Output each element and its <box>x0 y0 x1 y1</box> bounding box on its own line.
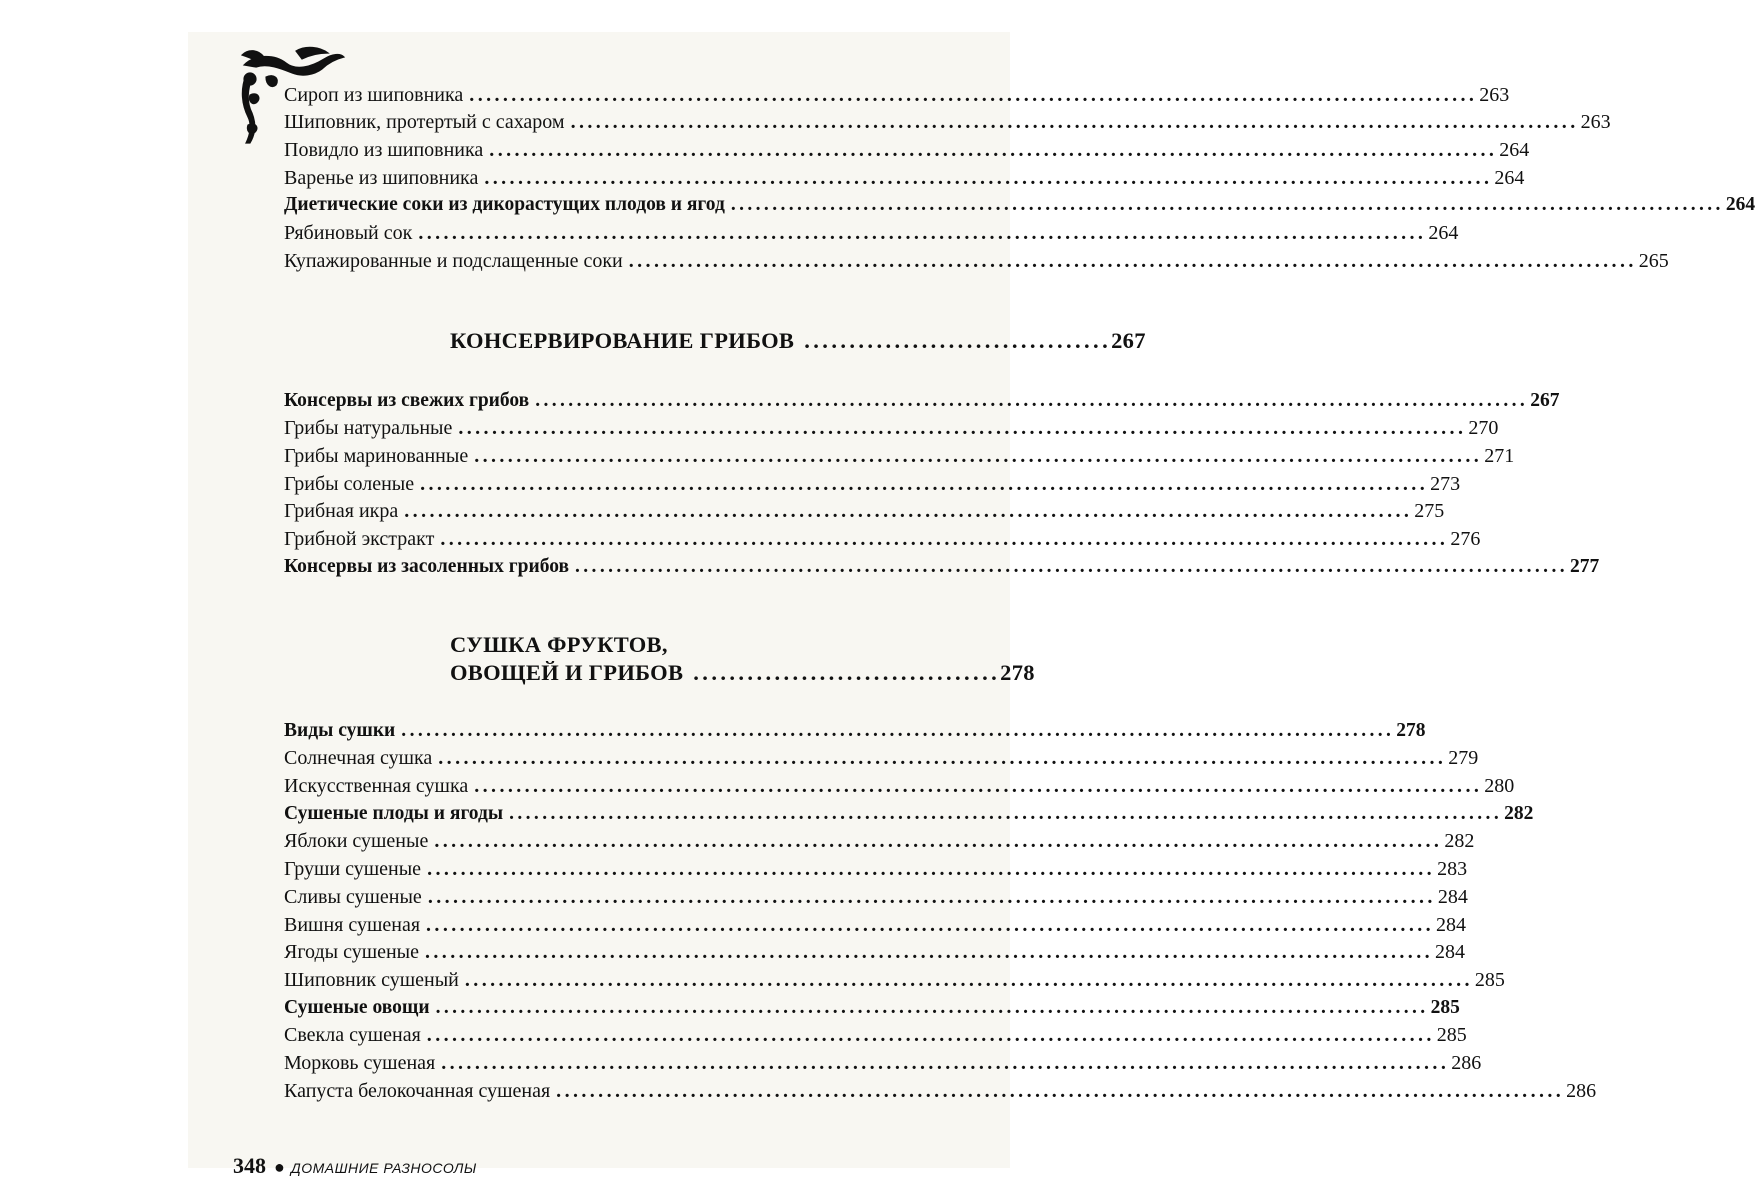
toc-entry <box>284 78 1510 106</box>
leader-dots: ........................................................................................................................ <box>509 802 1503 824</box>
toc-entry <box>284 412 1499 440</box>
toc-entry-page: 264 <box>1499 139 1530 162</box>
toc-entry-page: 270 <box>1468 417 1499 440</box>
toc-entry-page: 284 <box>1437 885 1468 908</box>
leader-dots: ........................................................................................................................ <box>628 249 1637 272</box>
toc-entry-page: 284 <box>1436 913 1467 936</box>
toc-entry-page: 286 <box>1451 1051 1482 1074</box>
footer-book-title: ДОМАШНИЕ РАЗНОСОЛЫ <box>290 1160 477 1176</box>
toc-entry <box>284 991 1460 1019</box>
page-footer <box>233 1153 477 1179</box>
toc-entry-title: Консервы из свежих грибов <box>284 389 530 411</box>
toc-entry-page: 282 <box>1444 830 1475 853</box>
toc-entry-page: 282 <box>1504 802 1534 824</box>
toc-entry <box>284 106 1611 134</box>
toc-entry-title: Грибы натуральные <box>284 417 453 440</box>
toc-entry-title: Солнечная сушка <box>284 747 433 770</box>
toc-entry <box>284 880 1468 908</box>
leader-dots: ........................................................................................................................ <box>425 941 1433 964</box>
toc-entry-title: Виды сушки <box>284 719 396 741</box>
toc-entry-title: Шиповник сушеный <box>284 968 459 991</box>
toc-entry-page: 280 <box>1484 775 1515 798</box>
toc-entry <box>284 550 1600 578</box>
toc-entry <box>284 797 1534 825</box>
toc-entry-title: Сушеные овощи <box>284 996 430 1018</box>
leader-dots: ........................................................................................................................ <box>464 968 1473 991</box>
toc-entry-title: Капуста белокочанная сушеная <box>284 1079 551 1102</box>
toc-entry <box>284 908 1467 936</box>
toc-group-drying <box>284 714 1597 1102</box>
toc-entry-title: Рябиновый сок <box>284 222 413 245</box>
leader-dots: ........................................................................................................................ <box>484 166 1493 189</box>
toc-entry-title: Купажированные и подслащенные соки <box>284 249 623 272</box>
toc-entry-title: Груши сушеные <box>284 858 422 881</box>
leader-dots: ........................................................................................................................ <box>570 111 1579 134</box>
leader-dots: ........................................................................................................................ <box>438 747 1447 770</box>
toc-entry-title: Варенье из шиповника <box>284 166 479 189</box>
toc-entry <box>284 216 1459 245</box>
toc-entry-title: Грибы соленые <box>284 472 415 495</box>
leader-dots: ........................................................................................................................ <box>575 555 1568 577</box>
leader-dots: ........................................................................................................................ <box>401 719 1395 741</box>
leader-dots: ........................................................................................................................ <box>404 500 1413 523</box>
toc-entry <box>284 467 1461 495</box>
toc-entry <box>284 244 1669 272</box>
toc-entry <box>284 963 1505 991</box>
toc-entry-page: 284 <box>1435 941 1465 964</box>
toc-entry-title: Диетические соки из дикорастущих плодов и ягод <box>284 194 725 216</box>
toc-entry-title: Искусственная сушка <box>284 775 469 798</box>
leader-dots: ........................................................................................................................ <box>427 858 1436 881</box>
toc-entry-page: 285 <box>1436 1024 1467 1047</box>
leader-dots: ........................................................................................................................ <box>535 389 1529 411</box>
toc-entry-page: 267 <box>1530 389 1560 411</box>
toc-entry-page: 264 <box>1494 166 1525 189</box>
toc-entry-page: 279 <box>1448 747 1479 770</box>
toc-entry <box>284 522 1481 551</box>
toc-entry-title: Грибы маринованные <box>284 445 469 468</box>
leader-dots: ........................................................................................................................ <box>426 913 1435 936</box>
toc-entry-title: Морковь сушеная <box>284 1051 436 1074</box>
toc-entry-title: Свекла сушеная <box>284 1024 421 1047</box>
toc-entry-page: 273 <box>1430 472 1461 495</box>
leader-dots: ........................................................................................................................ <box>458 417 1467 440</box>
toc-entry-title: Яблоки сушеные <box>284 830 429 853</box>
leader-dots: ........................................................................................................................ <box>474 775 1483 798</box>
section-heading-mushrooms <box>450 328 1146 354</box>
toc-entry <box>284 439 1515 468</box>
toc-entry-page: 275 <box>1414 500 1445 523</box>
toc-entry-title: Сливы сушеные <box>284 885 422 908</box>
leader-dots: ........................................................................................................................ <box>556 1079 1565 1102</box>
toc-entry <box>284 742 1479 770</box>
toc-entry-title: Шиповник, протертый с сахаром <box>284 111 565 134</box>
section-heading-drying-line1: СУШКА ФРУКТОВ, <box>450 632 668 657</box>
leader-dots: ........................................................................................................................ <box>440 528 1449 551</box>
toc-entry <box>284 495 1445 523</box>
toc-group-preserves <box>284 78 1755 272</box>
leader-dots: ........................................................................................................................ <box>474 445 1483 468</box>
leader-dots: ........................................................................................................................ <box>418 222 1427 245</box>
toc-entry-title: Грибной экстракт <box>284 528 435 551</box>
toc-entry <box>284 1019 1467 1047</box>
leader-dots: ........................................................................................................................ <box>420 472 1429 495</box>
leader-dots: ........................................................................................................................ <box>434 830 1443 853</box>
leader-dots: ........................................................................................................................ <box>427 885 1436 908</box>
toc-entry-title: Ягоды сушеные <box>284 941 419 964</box>
section-page: 267 <box>1111 328 1146 353</box>
leader-dots: ........................................................................................................................ <box>489 139 1498 162</box>
toc-entry-title: Грибная икра <box>284 500 399 523</box>
toc-entry-page: 285 <box>1430 996 1460 1018</box>
toc-entry <box>284 384 1560 412</box>
toc-entry-title: Сироп из шиповника <box>284 83 464 106</box>
leader-dots: ........................................................................................................................ <box>441 1051 1450 1074</box>
toc-entry-title: Сушеные плоды и ягоды <box>284 802 504 824</box>
toc-entry-page: 286 <box>1566 1079 1597 1102</box>
toc-entry <box>284 1046 1482 1074</box>
toc-entry <box>284 133 1530 162</box>
toc-entry <box>284 852 1468 881</box>
footer-page-number: 348 <box>233 1153 266 1178</box>
toc-entry-title: Консервы из засоленных грибов <box>284 555 569 577</box>
toc-entry-page: 264 <box>1428 222 1459 245</box>
toc-entry-page: 263 <box>1580 111 1611 134</box>
footer-bullet: ● <box>274 1157 285 1177</box>
leader-dots: .................................. <box>693 660 1001 685</box>
toc-entry-page: 276 <box>1450 528 1481 551</box>
leader-dots: ........................................................................................................................ <box>730 194 1724 216</box>
toc-entry-page: 277 <box>1570 555 1600 577</box>
toc-entry-title: Вишня сушеная <box>284 913 421 936</box>
leader-dots: ........................................................................................................................ <box>426 1024 1435 1047</box>
section-page: 278 <box>1000 660 1035 685</box>
toc-entry-page: 265 <box>1638 249 1669 272</box>
toc-entry-title: Повидло из шиповника <box>284 139 484 162</box>
toc-entry <box>284 161 1525 189</box>
leader-dots: ........................................................................................................................ <box>435 996 1429 1018</box>
toc-entry <box>284 714 1426 742</box>
leader-dots: ........................................................................................................................ <box>469 83 1478 106</box>
toc-entry-page: 283 <box>1437 858 1468 881</box>
toc-entry <box>284 1074 1597 1102</box>
section-heading-drying <box>450 660 1035 686</box>
section-title: КОНСЕРВИРОВАНИЕ ГРИБОВ <box>450 328 795 353</box>
leader-dots: .................................. <box>804 328 1112 353</box>
toc-entry-page: 271 <box>1484 445 1515 468</box>
section-title-line2: ОВОЩЕЙ И ГРИБОВ <box>450 660 684 685</box>
toc-entry <box>284 936 1465 964</box>
toc-entry-page: 285 <box>1474 968 1505 991</box>
toc-entry <box>284 769 1515 798</box>
toc-entry-page: 264 <box>1725 194 1755 216</box>
toc-group-mushrooms <box>284 384 1600 578</box>
toc-entry-page: 263 <box>1479 83 1510 106</box>
toc-entry <box>284 825 1475 853</box>
toc-entry <box>284 189 1755 217</box>
toc-entry-page: 278 <box>1396 719 1426 741</box>
